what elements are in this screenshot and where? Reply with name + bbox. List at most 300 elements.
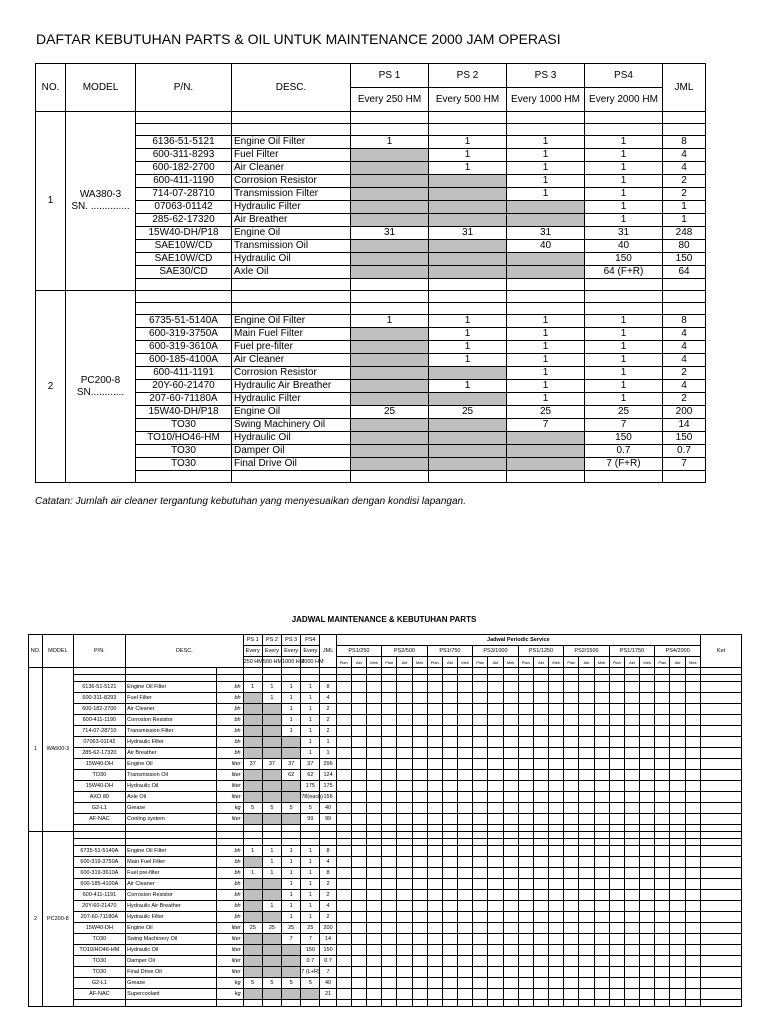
schedule-cell	[488, 704, 503, 715]
blank-cell	[301, 668, 320, 675]
schedule-cell	[624, 726, 639, 737]
schedule-cell	[594, 956, 609, 967]
description: Engine Oil Filter	[232, 315, 351, 328]
schedule-cell	[579, 693, 594, 704]
schedule-cell	[382, 945, 397, 956]
schedule-cell	[579, 912, 594, 923]
schedule-cell	[670, 770, 685, 781]
schedule-cell	[336, 704, 351, 715]
schedule-cell	[533, 912, 548, 923]
schedule-cell	[412, 759, 427, 770]
schedule-cell	[427, 890, 442, 901]
description: Final Drive Oil	[232, 458, 351, 471]
blank-cell	[412, 675, 427, 682]
schedule-cell	[442, 803, 457, 814]
schedule-cell	[397, 912, 412, 923]
schedule-cell	[685, 868, 701, 879]
description: Air Cleaner	[126, 879, 217, 890]
blank-cell	[301, 825, 320, 832]
schedule-cell	[655, 967, 670, 978]
schedule-cell	[473, 846, 488, 857]
blank-cell	[609, 1000, 624, 1007]
schedule-cell	[640, 879, 655, 890]
schedule-cell	[503, 792, 518, 803]
header-subcol: Plan	[564, 657, 579, 668]
schedule-cell	[367, 934, 382, 945]
schedule-cell	[473, 814, 488, 825]
schedule-cell	[382, 803, 397, 814]
schedule-cell	[412, 814, 427, 825]
schedule-cell	[594, 770, 609, 781]
table-row	[29, 978, 742, 989]
blank-cell	[473, 839, 488, 846]
table-row	[29, 945, 742, 956]
schedule-cell	[397, 682, 412, 693]
header-every: Every	[243, 646, 262, 657]
remark-cell	[701, 770, 742, 781]
blank-cell	[427, 1000, 442, 1007]
schedule-cell	[382, 759, 397, 770]
table-row	[36, 136, 706, 149]
header-no: NO.	[36, 64, 66, 112]
schedule-cell	[533, 770, 548, 781]
schedule-cell	[336, 978, 351, 989]
schedule-cell	[367, 748, 382, 759]
schedule-cell	[367, 846, 382, 857]
schedule-cell	[442, 857, 457, 868]
schedule-cell	[640, 814, 655, 825]
schedule-cell	[624, 748, 639, 759]
schedule-cell	[367, 803, 382, 814]
ps-qty: 175	[301, 781, 320, 792]
schedule-cell	[640, 803, 655, 814]
total-qty: 7	[320, 967, 336, 978]
schedule-cell	[382, 978, 397, 989]
schedule-cell	[609, 759, 624, 770]
schedule-cell	[503, 967, 518, 978]
schedule-cell	[549, 967, 564, 978]
schedule-cell	[503, 890, 518, 901]
schedule-cell	[488, 682, 503, 693]
schedule-cell	[533, 715, 548, 726]
remark-cell	[701, 803, 742, 814]
unit: liter	[217, 945, 243, 956]
schedule-cell	[655, 956, 670, 967]
schedule-cell	[351, 912, 366, 923]
blank-cell	[640, 675, 655, 682]
blank-cell	[427, 825, 442, 832]
ps-qty: 5	[301, 978, 320, 989]
schedule-cell	[549, 737, 564, 748]
ps-qty: 25	[301, 923, 320, 934]
blank-cell	[351, 832, 366, 839]
schedule-cell	[412, 912, 427, 923]
ps4-qty: 1	[585, 341, 663, 354]
schedule-cell	[382, 901, 397, 912]
schedule-cell	[549, 792, 564, 803]
schedule-cell	[336, 989, 351, 1000]
total-qty: 124	[320, 770, 336, 781]
schedule-cell	[518, 781, 533, 792]
ps4-qty: 64 (F+R)	[585, 266, 663, 279]
ps-qty	[243, 726, 262, 737]
blank-cell	[136, 291, 232, 303]
unit: bh	[217, 879, 243, 890]
schedule-cell	[670, 857, 685, 868]
total-qty: 64	[663, 266, 706, 279]
schedule-cell	[397, 890, 412, 901]
ps4-qty: 1	[585, 367, 663, 380]
ps-qty: 37	[282, 759, 301, 770]
schedule-cell	[397, 748, 412, 759]
schedule-cell	[503, 846, 518, 857]
ps-qty	[243, 781, 262, 792]
blank-cell	[262, 839, 281, 846]
schedule-cell	[594, 682, 609, 693]
schedule-cell	[473, 857, 488, 868]
schedule-cell	[397, 803, 412, 814]
schedule-cell	[397, 956, 412, 967]
schedule-cell	[382, 879, 397, 890]
blank-cell	[458, 832, 473, 839]
description: Fuel pre-filter	[232, 341, 351, 354]
schedule-cell	[397, 715, 412, 726]
schedule-cell	[427, 737, 442, 748]
schedule-cell	[549, 956, 564, 967]
schedule-cell	[382, 868, 397, 879]
schedule-cell	[382, 989, 397, 1000]
blank-cell	[412, 668, 427, 675]
table-row	[29, 846, 742, 857]
schedule-cell	[503, 857, 518, 868]
ps-qty	[262, 726, 281, 737]
schedule-cell	[640, 715, 655, 726]
schedule-cell	[624, 967, 639, 978]
schedule-cell	[442, 792, 457, 803]
header-no: NO.	[29, 635, 43, 668]
ps-qty	[282, 956, 301, 967]
description: Hydraulic Oil	[232, 432, 351, 445]
ps4-qty: 40	[585, 240, 663, 253]
schedule-cell	[367, 715, 382, 726]
group-model	[66, 291, 136, 483]
schedule-cell	[488, 748, 503, 759]
ps3-qty: 40	[507, 240, 585, 253]
blank-cell	[336, 1000, 351, 1007]
blank-cell	[670, 675, 685, 682]
unit: bh	[217, 857, 243, 868]
blank-cell	[367, 675, 382, 682]
schedule-cell	[564, 989, 579, 1000]
blank-cell	[262, 675, 281, 682]
schedule-title: JADWAL MAINTENANCE & KEBUTUHAN PARTS	[291, 615, 477, 624]
schedule-cell	[549, 923, 564, 934]
blank-cell	[533, 1000, 548, 1007]
blank-cell	[429, 291, 507, 303]
schedule-cell	[564, 726, 579, 737]
remark-cell	[701, 912, 742, 923]
header-desc: DESC.	[126, 635, 243, 668]
blank-cell	[282, 668, 301, 675]
blank-cell	[624, 1000, 639, 1007]
schedule-cell	[670, 879, 685, 890]
part-number: 6735-51-5140A	[136, 315, 232, 328]
schedule-cell	[564, 901, 579, 912]
schedule-cell	[640, 846, 655, 857]
description: Engine Oil Filter	[232, 136, 351, 149]
blank-cell	[382, 668, 397, 675]
header-hm: 1000 HM	[282, 657, 301, 668]
part-number: 20Y-60-21470	[73, 901, 126, 912]
ps3-qty: 31	[507, 227, 585, 240]
schedule-cell	[458, 715, 473, 726]
schedule-cell	[458, 923, 473, 934]
remark-cell	[701, 923, 742, 934]
schedule-cell	[533, 737, 548, 748]
blank-cell	[126, 832, 217, 839]
blank-cell	[397, 1000, 412, 1007]
ps3-qty: 1	[507, 341, 585, 354]
schedule-cell	[473, 879, 488, 890]
ps-qty: 78(each)	[301, 792, 320, 803]
blank-cell	[640, 825, 655, 832]
ps-qty	[243, 934, 262, 945]
remark-cell	[701, 978, 742, 989]
header-subcol: Plan	[518, 657, 533, 668]
schedule-cell	[336, 934, 351, 945]
ps2-qty	[429, 432, 507, 445]
description: Damper Oil	[126, 956, 217, 967]
schedule-cell	[336, 792, 351, 803]
schedule-cell	[640, 945, 655, 956]
blank-cell	[262, 832, 281, 839]
blank-cell	[663, 471, 706, 483]
schedule-cell	[367, 868, 382, 879]
blank-cell	[533, 675, 548, 682]
schedule-cell	[624, 792, 639, 803]
ps-qty	[262, 967, 281, 978]
schedule-cell	[518, 726, 533, 737]
schedule-cell	[473, 945, 488, 956]
blank-cell	[351, 825, 366, 832]
blank-cell	[301, 832, 320, 839]
schedule-cell	[488, 857, 503, 868]
blank-cell	[609, 675, 624, 682]
table-row	[29, 781, 742, 792]
blank-cell	[429, 279, 507, 291]
table-row	[29, 923, 742, 934]
schedule-cell	[579, 978, 594, 989]
total-qty: 8	[663, 315, 706, 328]
blank-cell	[579, 825, 594, 832]
ps3-qty	[507, 214, 585, 227]
schedule-cell	[351, 792, 366, 803]
schedule-cell	[336, 726, 351, 737]
blank-cell	[126, 675, 217, 682]
blank-cell	[397, 825, 412, 832]
schedule-cell	[594, 967, 609, 978]
blank-cell	[262, 825, 281, 832]
schedule-cell	[473, 770, 488, 781]
blank-cell	[518, 1000, 533, 1007]
blank-cell	[232, 124, 351, 136]
ps-qty: 1	[282, 912, 301, 923]
schedule-cell	[624, 682, 639, 693]
blank-cell	[503, 839, 518, 846]
schedule-cell	[564, 967, 579, 978]
total-qty: 8	[320, 682, 336, 693]
total-qty: 156	[320, 792, 336, 803]
ps-qty: 25	[282, 923, 301, 934]
blank-cell	[655, 825, 670, 832]
blank-cell	[533, 668, 548, 675]
unit: bh	[217, 726, 243, 737]
schedule-cell	[564, 912, 579, 923]
header-subcol: Akt	[533, 657, 548, 668]
blank-cell	[320, 668, 336, 675]
schedule-cell	[367, 737, 382, 748]
blank-cell	[351, 668, 366, 675]
schedule-cell	[412, 967, 427, 978]
group-no: 1	[36, 112, 66, 291]
blank-cell	[685, 668, 701, 675]
blank-cell	[594, 675, 609, 682]
schedule-cell	[564, 945, 579, 956]
schedule-cell	[624, 704, 639, 715]
schedule-cell	[670, 693, 685, 704]
blank-cell	[262, 1000, 281, 1007]
schedule-cell	[640, 759, 655, 770]
schedule-cell	[655, 912, 670, 923]
schedule-cell	[685, 693, 701, 704]
ps-qty	[262, 704, 281, 715]
total-qty: 2	[320, 704, 336, 715]
header-model: MODEL	[43, 635, 73, 668]
total-qty: 1	[320, 737, 336, 748]
ps2-qty	[429, 419, 507, 432]
ps-qty: 62	[282, 770, 301, 781]
remark-cell	[701, 814, 742, 825]
unit: liter	[217, 814, 243, 825]
schedule-cell	[488, 803, 503, 814]
schedule-cell	[503, 945, 518, 956]
schedule-cell	[503, 868, 518, 879]
schedule-cell	[442, 912, 457, 923]
schedule-cell	[624, 890, 639, 901]
schedule-cell	[397, 978, 412, 989]
table-row	[29, 912, 742, 923]
ps-qty	[262, 792, 281, 803]
schedule-cell	[579, 737, 594, 748]
schedule-cell	[458, 814, 473, 825]
blank-cell	[518, 832, 533, 839]
schedule-cell	[382, 967, 397, 978]
ps-qty: 1	[243, 846, 262, 857]
blank-cell	[503, 832, 518, 839]
schedule-cell	[609, 890, 624, 901]
schedule-cell	[579, 781, 594, 792]
schedule-cell	[336, 923, 351, 934]
schedule-cell	[685, 956, 701, 967]
schedule-cell	[473, 715, 488, 726]
schedule-cell	[579, 792, 594, 803]
schedule-cell	[533, 781, 548, 792]
ps2-qty: 1	[429, 380, 507, 393]
schedule-cell	[503, 737, 518, 748]
header-jml: JML	[663, 64, 706, 112]
schedule-cell	[518, 890, 533, 901]
table-row	[36, 380, 706, 393]
schedule-cell	[564, 890, 579, 901]
schedule-cell	[518, 912, 533, 923]
part-number: 15W40-DH	[73, 759, 126, 770]
part-number: TO30	[136, 458, 232, 471]
schedule-cell	[458, 934, 473, 945]
part-number: 285-62-17320	[73, 748, 126, 759]
schedule-cell	[655, 682, 670, 693]
description: Swing Machinery Oil	[126, 934, 217, 945]
ps-qty	[243, 901, 262, 912]
header-every: Every	[262, 646, 281, 657]
schedule-cell	[655, 693, 670, 704]
part-number: TO30	[136, 419, 232, 432]
header-subcol: Plan	[655, 657, 670, 668]
unit: bh	[217, 748, 243, 759]
schedule-cell	[564, 759, 579, 770]
blank-cell	[282, 832, 301, 839]
schedule-cell	[549, 770, 564, 781]
blank-cell	[624, 832, 639, 839]
ps4-qty: 1	[585, 354, 663, 367]
blank-cell	[136, 112, 232, 124]
schedule-cell	[518, 803, 533, 814]
blank-cell	[429, 303, 507, 315]
schedule-cell	[367, 770, 382, 781]
schedule-cell	[458, 978, 473, 989]
unit: liter	[217, 759, 243, 770]
total-qty: 175	[320, 781, 336, 792]
schedule-cell	[351, 715, 366, 726]
total-qty: 2	[320, 912, 336, 923]
part-number: 600-319-3750A	[136, 328, 232, 341]
part-number: 600-185-4100A	[73, 879, 126, 890]
schedule-cell	[518, 748, 533, 759]
remark-cell	[701, 693, 742, 704]
ps-qty: 1	[282, 879, 301, 890]
ps1-qty	[351, 445, 429, 458]
schedule-cell	[533, 879, 548, 890]
schedule-cell	[609, 704, 624, 715]
blank-cell	[663, 124, 706, 136]
schedule-cell	[367, 956, 382, 967]
ps-qty: 1	[301, 879, 320, 890]
schedule-cell	[670, 890, 685, 901]
schedule-cell	[564, 846, 579, 857]
description: Final Drive Oil	[126, 967, 217, 978]
schedule-cell	[427, 978, 442, 989]
blank-cell	[579, 832, 594, 839]
ps-qty	[243, 693, 262, 704]
unit: liter	[217, 967, 243, 978]
schedule-cell	[518, 857, 533, 868]
blank-cell	[232, 291, 351, 303]
schedule-cell	[412, 934, 427, 945]
schedule-cell	[624, 857, 639, 868]
part-number: 600-411-1191	[73, 890, 126, 901]
schedule-cell	[685, 781, 701, 792]
ps-qty: 37	[243, 759, 262, 770]
blank-cell	[232, 279, 351, 291]
